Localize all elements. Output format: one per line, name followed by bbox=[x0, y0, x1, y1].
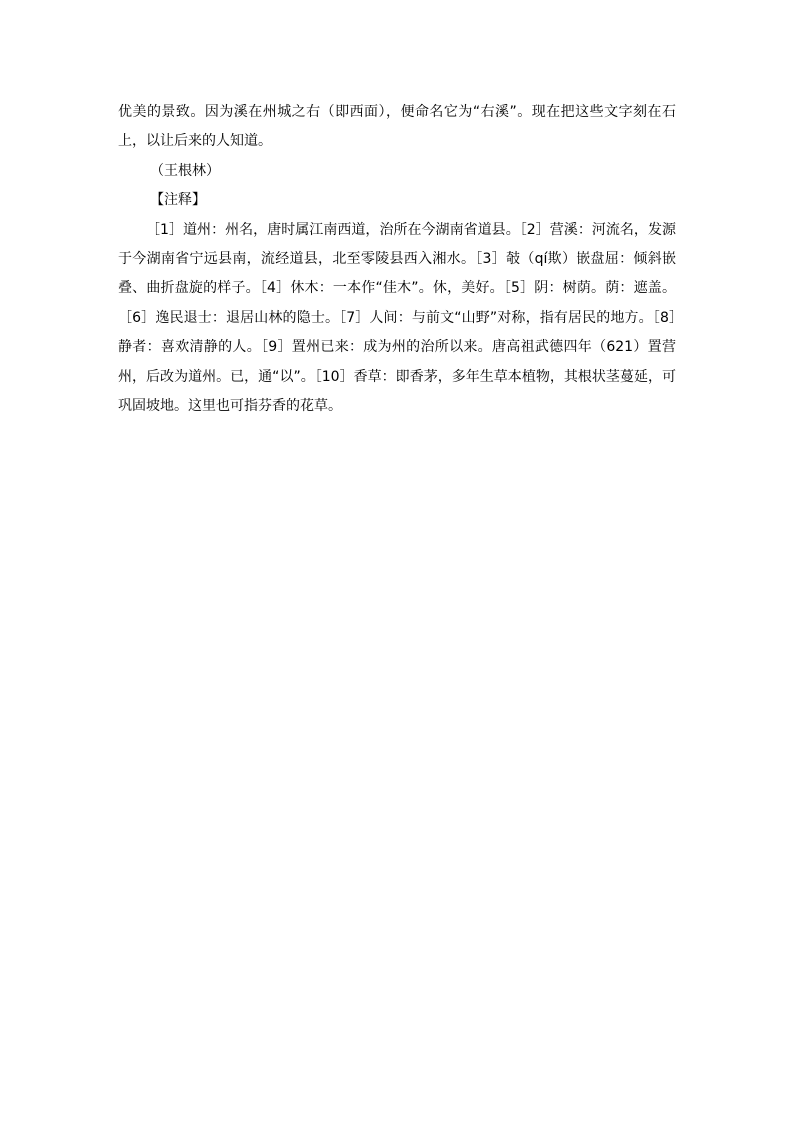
document-page bbox=[118, 98, 676, 421]
notes-paragraph: ［1］道州：州名，唐时属江南西道，治所在今湖南省道县。［2］营溪：河流名，发源于今湖南省宁远县南，流经道县，北至零陵县西入湘水。［3］攲（qí欺）嵌盘屈：倾斜嵌叠、曲折盘旋的样子。［4］休木：一本作“佳木”。休，美好。［5］阴：树荫。荫：遮盖。［6］逸民退士：退居山林的隐士。［7］人间：与前文“山野”对称，指有居民的地方。［8］静者：喜欢清静的人。［9］置州已来：成为州的治所以来。唐高祖武德四年（621）置营州，后改为道州。已，通“以”。［10］香草：即香茅，多年生草本植物，其根状茎蔓延，可巩固坡地。这里也可指芬香的花草。 bbox=[118, 221, 676, 415]
paragraph-continuation: 优美的景致。因为溪在州城之右（即西面），便命名它为“右溪”。现在把这些文字刻在石上，以让后来的人知道。 bbox=[118, 104, 676, 150]
notes-heading: 【注释】 bbox=[150, 192, 206, 209]
author-attribution: （王根林） bbox=[150, 162, 220, 179]
